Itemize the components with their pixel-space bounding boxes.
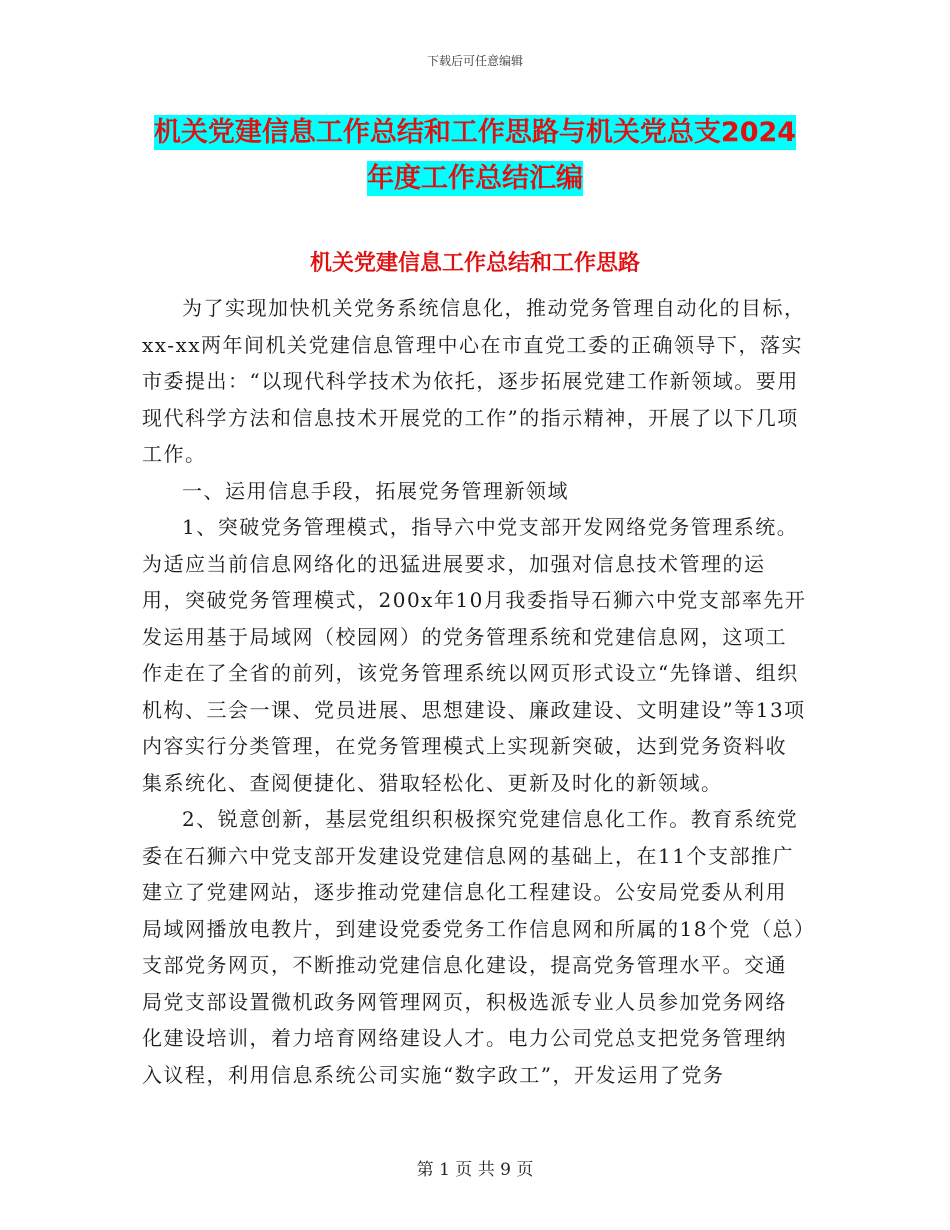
paragraph-item-1: 1、突破党务管理模式，指导六中党支部开发网络党务管理系统。为适应当前信息网络化的迅猛进展要求，加强对信息技术管理的运用，突破党务管理模式，200x年10月我委指导石狮六中党支部率先开发运用基于局域网（校园网）的党务管理系统和党建信息网，这项工作走在了全省的前列，该党务管理系统以网页形式设立“先锋谱、组织机构、三会一课、党员进展、思想建设、廉政建设、文明建设”等13项内容实行分类管理，在党务管理模式上实现新突破，达到党务资料收集系统化、查阅便捷化、猎取轻松化、更新及时化的新领域。 — [142, 515, 807, 795]
page-header-note: 下载后可任意编辑 — [426, 54, 523, 68]
document-title — [140, 110, 810, 202]
paragraph-item-2: 2、锐意创新，基层党组织积极探究党建信息化工作。教育系统党委在石狮六中党支部开发建设党建信息网的基础上，在11个支部推广建立了党建网站，逐步推动党建信息化工程建设。公安局党委从利用局域网播放电教片，到建设党委党务工作信息网和所属的18个党（总）支部党务网页，不断推动党建信息化建设，提高党务管理水平。交通局党支部设置微机政务网管理网页，积极选派专业人员参加党务网络化建设培训，着力培育网络建设人才。电力公司党总支把党务管理纳入议程，利用信息系统公司实施“数字政工”，开发运用了党务 — [142, 807, 806, 1087]
document-title-line-1: 机关党建信息工作总结和工作思路与机关党总支2024 — [153, 117, 797, 148]
paragraph-heading-1: 一、运用信息手段，拓展党务管理新领域 — [182, 478, 569, 503]
document-title-line-2: 年度工作总结汇编 — [367, 163, 583, 194]
section-title: 机关党建信息工作总结和工作思路 — [309, 251, 640, 276]
document-body — [142, 290, 808, 1093]
paragraph-intro: 为了实现加快机关党务系统信息化，推动党务管理自动化的目标，xx-xx两年间机关党建信息管理中心在市直党工委的正确领导下，落实市委提出：“以现代科学技术为依托，逐步拓展党建工作新领域。要用现代科学方法和信息技术开展党的工作”的指示精神，开展了以下几项工作。 — [142, 296, 806, 466]
page-footer-number: 第 1 页 共 9 页 — [416, 1160, 534, 1180]
